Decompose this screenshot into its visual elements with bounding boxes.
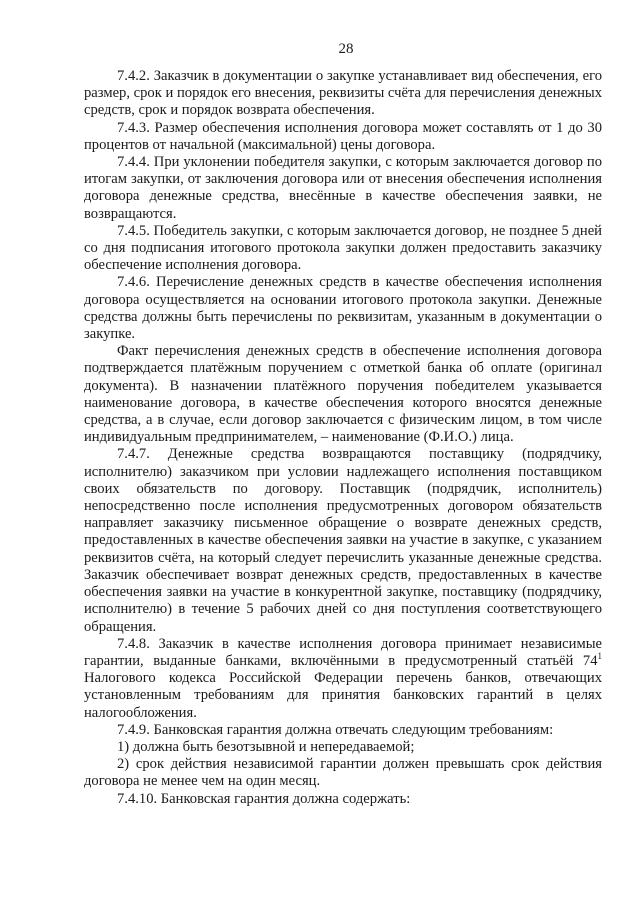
paragraph-7-4-3: 7.4.3. Размер обеспечения исполнения договора может составлять от 1 до 30 процентов от начальной (максимальной) цены договора. xyxy=(84,119,602,153)
page-number: 28 xyxy=(338,41,354,57)
requirement-item-1: 1) должна быть безотзывной и непередаваемой; xyxy=(117,738,415,755)
paragraph-payment-fact: Факт перечисления денежных средств в обеспечение исполнения договора подтверждается платёжным поручением с отметкой банка об оплате (оригинал документа). В назначении платёжного поручения победителем указывается наименование договора, в качестве обеспечения которого вносятся денежные средства, а в случае, если договор заключается с физическим лицом, в том числе индивидуальным предпринимателем, – наименование (Ф.И.О.) лица. xyxy=(84,343,602,446)
paragraph-7-4-8-text-end: Налогового кодекса Российской Федерации перечень банков, отвечающих установленным требованиям для принятия банковских гарантий в целях налогообложения. xyxy=(84,670,602,721)
paragraph-7-4-6: 7.4.6. Перечисление денежных средств в качестве обеспечения исполнения договора осуществляется на основании итогового протокола закупки. Денежные средства должны быть перечислены по реквизитам, указанным в документации о закупке. xyxy=(84,274,602,343)
paragraph-7-4-8-text: 7.4.8. Заказчик в качестве исполнения договора принимает независимые гарантии, выданные банками, включёнными в предусмотренный статьёй 74 xyxy=(84,635,602,669)
paragraph-7-4-5: 7.4.5. Победитель закупки, с которым заключается договор, не позднее 5 дней со дня подписания итогового протокола закупки должен предоставить заказчику обеспечение исполнения договора. xyxy=(84,222,602,274)
article-superscript: 1 xyxy=(597,651,602,662)
requirement-item-2: 2) срок действия независимой гарантии должен превышать срок действия договора не менее чем на один месяц. xyxy=(84,756,602,790)
paragraph-7-4-4: 7.4.4. При уклонении победителя закупки, с которым заключается договор по итогам закупки, от заключения договора или от внесения обеспечения исполнения договора денежные средства, внесённые в качестве обеспечения заявки, не возвращаются. xyxy=(84,154,602,222)
paragraph-7-4-9: 7.4.9. Банковская гарантия должна отвечать следующим требованиям: xyxy=(117,721,554,738)
paragraph-7-4-2: 7.4.2. Заказчик в документации о закупке устанавливает вид обеспечения, его размер, срок и порядок его внесения, реквизиты счёта для перечисления денежных средств, срок и порядок возврата обеспечения. xyxy=(84,68,602,119)
paragraph-7-4-7: 7.4.7. Денежные средства возвращаются поставщику (подрядчику, исполнителю) заказчиком при условии надлежащего исполнения поставщиком своих обязательств по договору. Поставщик (подрядчик, исполнитель) непосредственно после исполнения предусмотренных договором обязательств направляет заказчику письменное обращение о возврате денежных средств, предоставленных в качестве обеспечения заявки на участие в закупке, с указанием реквизитов счёта, на который следует перечислить указанные денежные средства. Заказчик обеспечивает возврат денежных средств, предоставленных в качестве обеспечения заявки на участие в конкурентной закупке, поставщику (подрядчику, исполнителю) в течение 5 рабочих дней со дня поступления соответствующего обращения. xyxy=(84,446,602,635)
paragraph-7-4-10: 7.4.10. Банковская гарантия должна содержать: xyxy=(117,790,411,807)
paragraph-7-4-8 xyxy=(84,636,602,722)
